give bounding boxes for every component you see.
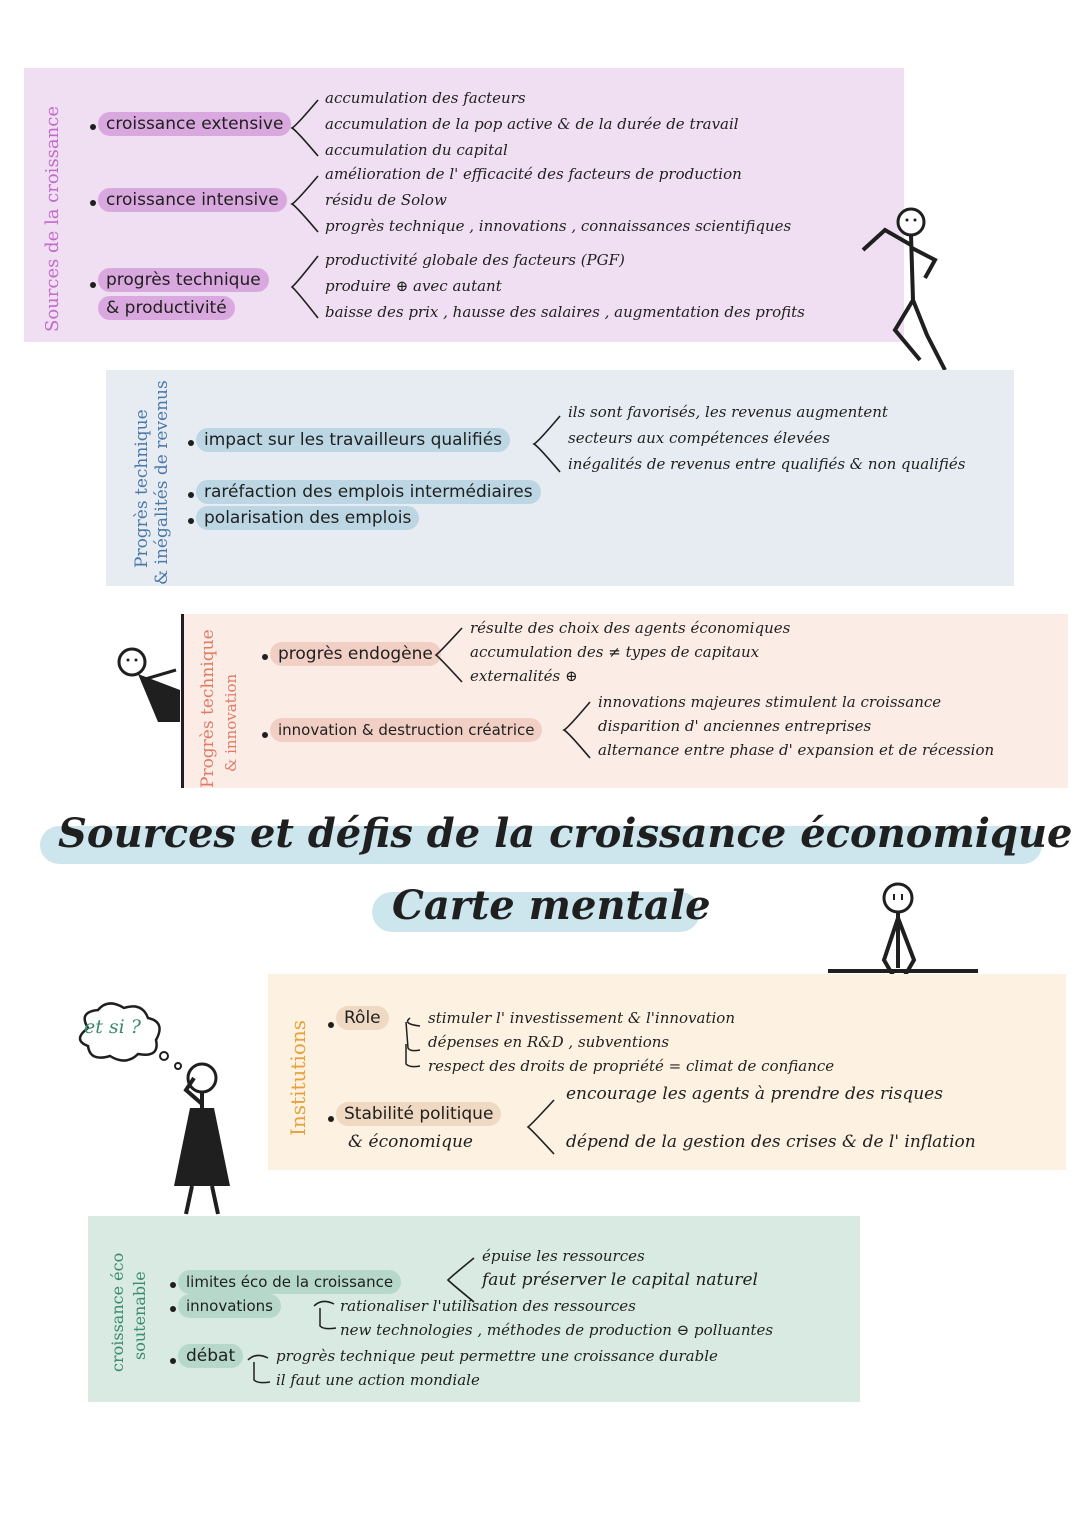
s1-b2-item: résidu de Solow (325, 191, 447, 209)
section1-label: Sources de la croissance (42, 106, 63, 332)
branch-progres-endogene: progrès endogène (270, 642, 441, 666)
branch-croissance-extensive: croissance extensive (98, 112, 291, 136)
s4-b2-item: encourage les agents à prendre des risques (566, 1084, 943, 1104)
brace-icon (562, 698, 592, 762)
page-title: Sources et défis de la croissance économique (58, 810, 1073, 857)
s2-b1-item: secteurs aux compétences élevées (568, 429, 830, 447)
branch-destruction-creatrice: innovation & destruction créatrice (270, 718, 542, 742)
brace-icon (290, 96, 320, 160)
thought-bubble-text: et si ? (84, 1016, 141, 1038)
brace-icon (290, 252, 320, 322)
branch-debat: débat (178, 1344, 243, 1368)
s4-b1-item: dépenses en R&D , subventions (428, 1033, 670, 1051)
s4-b1-item: respect des droits de propriété = climat de confiance (428, 1057, 835, 1075)
section2-label: Progrès technique (132, 409, 152, 568)
branch-croissance-intensive: croissance intensive (98, 188, 287, 212)
s4-b1-item: stimuler l' investissement & l'innovation (428, 1009, 735, 1027)
arrow-icon (396, 1014, 428, 1072)
s1-b1-item: accumulation de la pop active & de la durée de travail (325, 115, 739, 133)
branch-rarefaction: raréfaction des emplois intermédiaires (196, 480, 541, 504)
s3-b2-item: innovations majeures stimulent la croissance (598, 693, 942, 711)
section4-label: Institutions (286, 1019, 310, 1136)
s2-b1-item: inégalités de revenus entre qualifiés & non qualifiés (568, 455, 966, 473)
branch-stabilite-economique: & économique (348, 1132, 473, 1152)
s2-b1-item: ils sont favorisés, les revenus augmentent (568, 403, 888, 421)
page-subtitle: Carte mentale (392, 882, 711, 929)
s5-b3-item: progrès technique peut permettre une croissance durable (276, 1347, 718, 1365)
branch-productivite: & productivité (98, 296, 235, 320)
s3-b2-item: disparition d' anciennes entreprises (598, 717, 872, 735)
stick-figure-waving (855, 200, 965, 375)
s5-b2-item: rationaliser l'utilisation des ressources (340, 1297, 636, 1315)
arrow-icon (312, 1296, 342, 1338)
branch-impact-travailleurs: impact sur les travailleurs qualifiés (196, 428, 510, 452)
s1-b1-item: accumulation du capital (325, 141, 508, 159)
section3-label: Progrès technique (198, 629, 218, 788)
s3-b1-item: accumulation des ≠ types de capitaux (470, 643, 760, 661)
s3-b2-item: alternance entre phase d' expansion et de récession (598, 741, 995, 759)
section3-label: & innovation (222, 673, 240, 772)
section5-label: soutenable (130, 1271, 149, 1360)
s1-b2-item: progrès technique , innovations , connaissances scientifiques (325, 217, 792, 235)
s1-b2-item: amélioration de l' efficacité des facteurs de production (325, 165, 742, 183)
stick-figure-peeking (108, 640, 188, 750)
brace-icon (526, 1096, 556, 1158)
branch-innovations: innovations (178, 1294, 281, 1318)
section5-label: croissance éco (108, 1252, 127, 1372)
brace-icon (532, 412, 562, 476)
s4-b2-item: dépend de la gestion des crises & de l' inflation (566, 1132, 976, 1152)
arrow-icon (246, 1350, 276, 1392)
branch-stabilite: Stabilité politique (336, 1102, 501, 1126)
s5-b3-item: il faut une action mondiale (276, 1371, 480, 1389)
branch-progres-technique: progrès technique (98, 268, 269, 292)
s1-b3-item: produire ⊕ avec autant (325, 277, 502, 295)
s3-b1-item: externalités ⊕ (470, 667, 578, 685)
s5-b2-item: new technologies , méthodes de production ⊖ polluantes (340, 1321, 774, 1339)
s1-b3-item: baisse des prix , hausse des salaires , augmentation des profits (325, 303, 805, 321)
s3-b1-item: résulte des choix des agents économiques (470, 619, 791, 637)
branch-polarisation: polarisation des emplois (196, 506, 419, 530)
brace-icon (434, 624, 464, 686)
s1-b3-item: productivité globale des facteurs (PGF) (325, 251, 625, 269)
section2-label: & inégalités de revenus (152, 380, 172, 585)
brace-icon (290, 172, 320, 236)
branch-limites-eco: limites éco de la croissance (178, 1270, 401, 1294)
branch-role: Rôle (336, 1006, 389, 1030)
s5-b1-item: faut préserver le capital naturel (482, 1270, 758, 1290)
s1-b1-item: accumulation des facteurs (325, 89, 526, 107)
s5-b1-item: épuise les ressources (482, 1247, 645, 1265)
